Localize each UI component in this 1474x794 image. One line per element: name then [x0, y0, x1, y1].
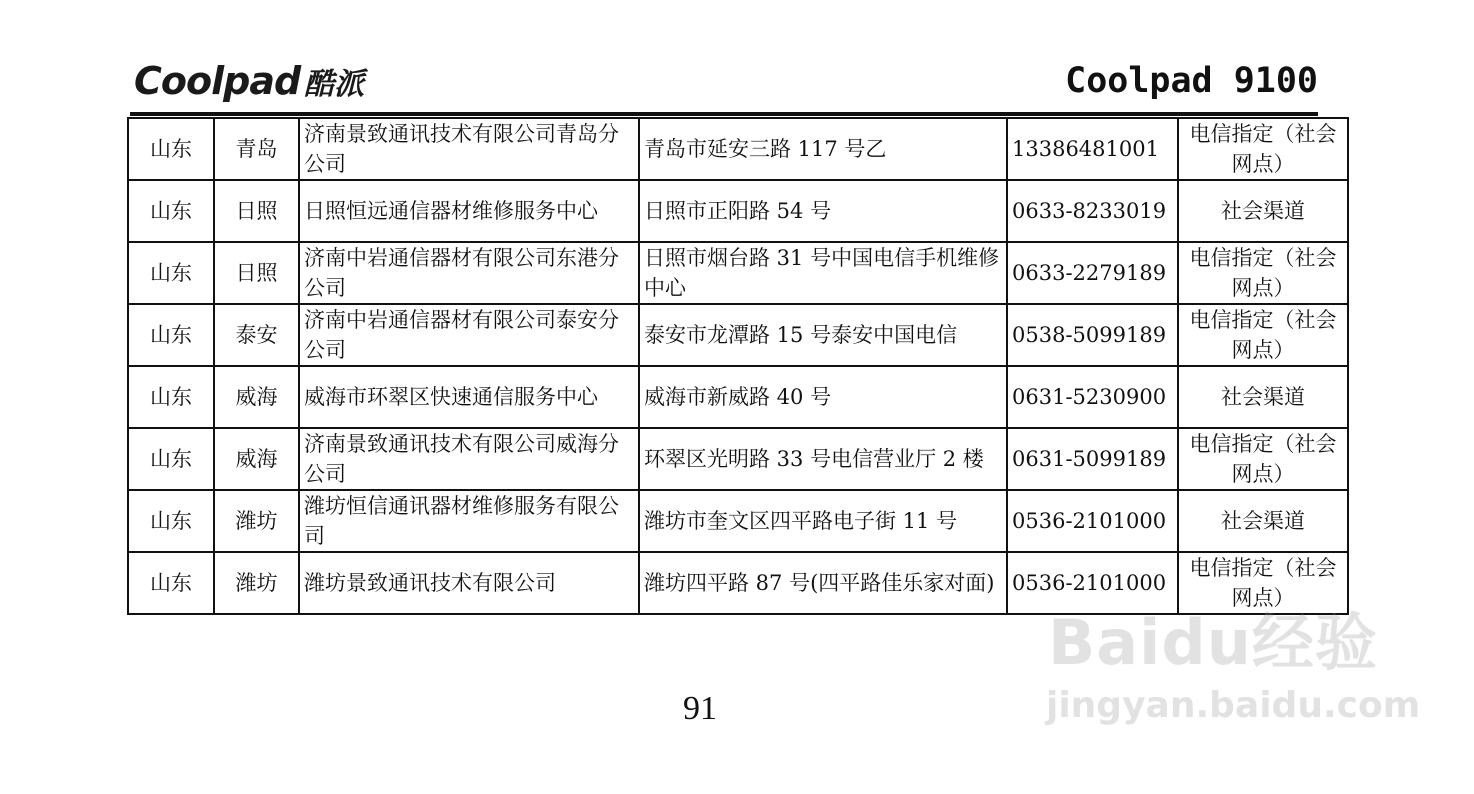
city-cell: 潍坊	[214, 490, 299, 552]
province-cell: 山东	[128, 304, 214, 366]
service-center-name-cell: 济南景致通讯技术有限公司青岛分公司	[299, 118, 639, 180]
outlet-type-cell: 电信指定（社会网点）	[1178, 304, 1348, 366]
province-cell: 山东	[128, 428, 214, 490]
city-cell: 威海	[214, 366, 299, 428]
logo-chinese-text: 酷派	[304, 67, 365, 102]
header-divider	[130, 112, 1318, 116]
coolpad-logo	[134, 52, 365, 103]
table-row	[128, 552, 1348, 614]
phone-cell: 0536-2101000	[1007, 552, 1178, 614]
phone-cell: 0538-5099189	[1007, 304, 1178, 366]
service-center-name-cell: 济南中岩通信器材有限公司泰安分公司	[299, 304, 639, 366]
outlet-type-cell: 社会渠道	[1178, 180, 1348, 242]
address-cell: 青岛市延安三路 117 号乙	[639, 118, 1007, 180]
province-cell: 山东	[128, 366, 214, 428]
service-center-name-cell: 济南中岩通信器材有限公司东港分公司	[299, 242, 639, 304]
province-cell: 山东	[128, 242, 214, 304]
outlet-type-cell: 社会渠道	[1178, 366, 1348, 428]
address-cell: 日照市正阳路 54 号	[639, 180, 1007, 242]
outlet-type-cell: 电信指定（社会网点）	[1178, 552, 1348, 614]
table-body	[128, 118, 1348, 614]
phone-cell: 0631-5230900	[1007, 366, 1178, 428]
table-row	[128, 242, 1348, 304]
city-cell: 泰安	[214, 304, 299, 366]
phone-cell: 0633-8233019	[1007, 180, 1178, 242]
address-cell: 日照市烟台路 31 号中国电信手机维修中心	[639, 242, 1007, 304]
province-cell: 山东	[128, 490, 214, 552]
city-cell: 日照	[214, 180, 299, 242]
address-cell: 潍坊市奎文区四平路电子街 11 号	[639, 490, 1007, 552]
phone-cell: 0631-5099189	[1007, 428, 1178, 490]
province-cell: 山东	[128, 552, 214, 614]
outlet-type-cell: 社会渠道	[1178, 490, 1348, 552]
phone-cell: 13386481001	[1007, 118, 1178, 180]
service-center-name-cell: 潍坊景致通讯技术有限公司	[299, 552, 639, 614]
city-cell: 日照	[214, 242, 299, 304]
address-cell: 威海市新威路 40 号	[639, 366, 1007, 428]
service-center-name-cell: 日照恒远通信器材维修服务中心	[299, 180, 639, 242]
service-center-name-cell: 济南景致通讯技术有限公司威海分公司	[299, 428, 639, 490]
logo-latin-text: Coolpad	[134, 59, 301, 103]
service-center-name-cell: 威海市环翠区快速通信服务中心	[299, 366, 639, 428]
city-cell: 青岛	[214, 118, 299, 180]
city-cell: 潍坊	[214, 552, 299, 614]
model-name: Coolpad 9100	[1065, 61, 1318, 101]
outlet-type-cell: 电信指定（社会网点）	[1178, 242, 1348, 304]
address-cell: 泰安市龙潭路 15 号泰安中国电信	[639, 304, 1007, 366]
table-row	[128, 428, 1348, 490]
watermark-url-text: jingyan.baidu.com	[1046, 685, 1421, 726]
table-row	[128, 118, 1348, 180]
address-cell: 潍坊四平路 87 号(四平路佳乐家对面)	[639, 552, 1007, 614]
province-cell: 山东	[128, 180, 214, 242]
outlet-type-cell: 电信指定（社会网点）	[1178, 428, 1348, 490]
outlet-type-cell: 电信指定（社会网点）	[1178, 118, 1348, 180]
table-row	[128, 366, 1348, 428]
service-center-table	[127, 117, 1349, 615]
watermark-main-text: Baidu经验	[1048, 606, 1378, 679]
city-cell: 威海	[214, 428, 299, 490]
table-row	[128, 304, 1348, 366]
province-cell: 山东	[128, 118, 214, 180]
table-row	[128, 490, 1348, 552]
address-cell: 环翠区光明路 33 号电信营业厅 2 楼	[639, 428, 1007, 490]
phone-cell: 0633-2279189	[1007, 242, 1178, 304]
service-center-name-cell: 潍坊恒信通讯器材维修服务有限公司	[299, 490, 639, 552]
phone-cell: 0536-2101000	[1007, 490, 1178, 552]
table-row	[128, 180, 1348, 242]
page-number: 91	[683, 690, 717, 727]
